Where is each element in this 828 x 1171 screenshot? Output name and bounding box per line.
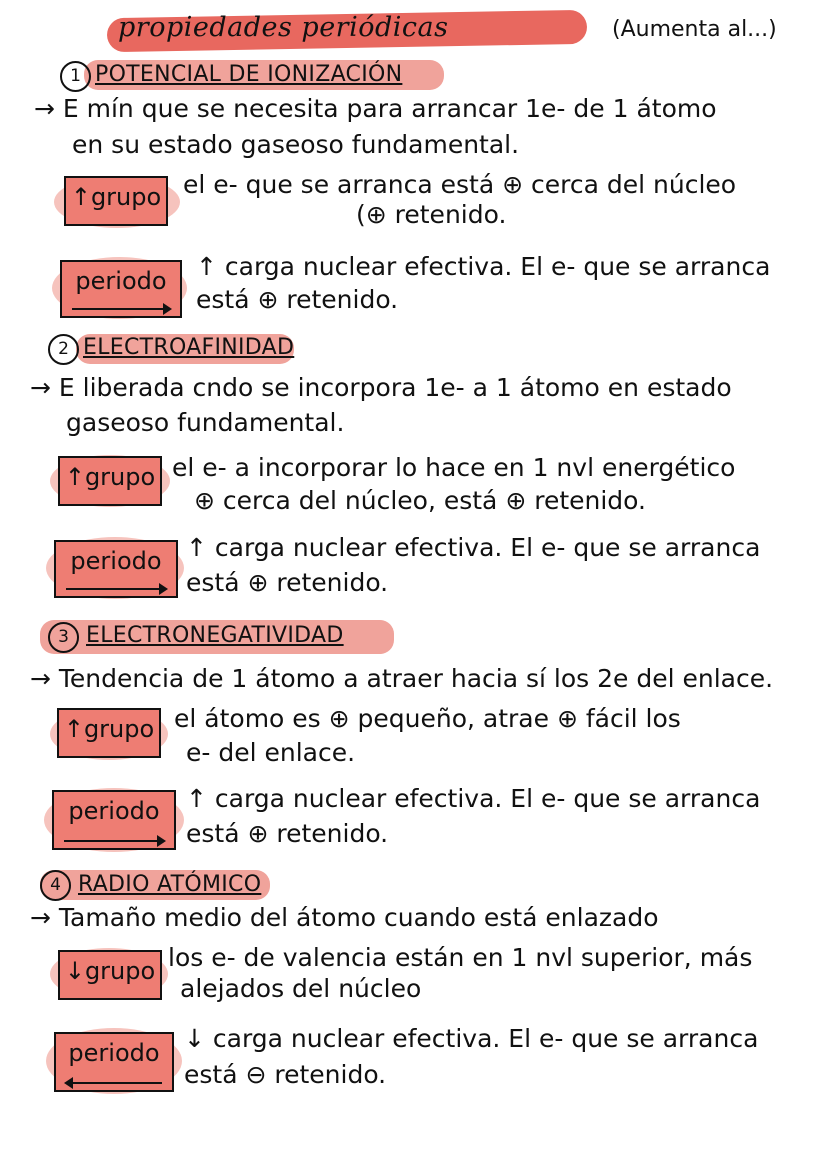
grupo-text-line: los e- de valencia están en 1 nvl superior, más (168, 943, 753, 972)
section-number: 2 (48, 334, 79, 365)
periodo-text-line: está ⊕ retenido. (196, 285, 399, 314)
grupo-label: ↑grupo (70, 183, 162, 211)
section-number: 4 (40, 870, 71, 901)
periodo-text-line: está ⊕ retenido. (186, 819, 389, 848)
page-title: propiedades periódicas (118, 12, 449, 43)
page-subtitle: (Aumenta al...) (612, 17, 777, 42)
periodo-box (54, 540, 178, 598)
definition-line: en su estado gaseoso fundamental. (72, 130, 520, 159)
arrow-right-icon (66, 588, 166, 590)
definition-line: → E liberada cndo se incorpora 1e- a 1 átomo en estado (30, 373, 732, 402)
periodo-box (54, 1032, 174, 1092)
grupo-label: ↑grupo (63, 715, 155, 743)
arrow-right-icon (72, 308, 170, 310)
periodo-label: periodo (70, 547, 162, 575)
periodo-box (52, 790, 176, 850)
definition-line: → E mín que se necesita para arrancar 1e- de 1 átomo (34, 94, 717, 123)
section-heading: ELECTROAFINIDAD (83, 335, 295, 360)
definition-line: → Tendencia de 1 átomo a atraer hacia sí los 2e del enlace. (30, 664, 774, 693)
grupo-box (64, 176, 168, 226)
grupo-text-line: el e- que se arranca está ⊕ cerca del núcleo (183, 170, 737, 199)
arrow-right-icon (64, 840, 164, 842)
arrow-left-icon (66, 1082, 162, 1084)
section-heading: ELECTRONEGATIVIDAD (86, 623, 344, 648)
grupo-text-line: ⊕ cerca del núcleo, está ⊕ retenido. (194, 486, 646, 515)
periodo-label: periodo (68, 797, 160, 825)
periodo-label: periodo (75, 267, 167, 295)
periodo-label: periodo (68, 1039, 160, 1067)
grupo-label: ↑grupo (64, 463, 156, 491)
periodo-text-line: ↑ carga nuclear efectiva. El e- que se arranca (186, 533, 761, 562)
periodo-text-line: está ⊖ retenido. (184, 1060, 387, 1089)
grupo-text-line: alejados del núcleo (180, 974, 422, 1003)
grupo-label: ↓grupo (64, 957, 156, 985)
periodo-text-line: está ⊕ retenido. (186, 568, 389, 597)
grupo-box (58, 950, 162, 1000)
section-number: 3 (48, 622, 79, 653)
definition-line: gaseoso fundamental. (66, 408, 345, 437)
section-heading: POTENCIAL DE IONIZACIÓN (95, 62, 403, 87)
grupo-box (58, 456, 162, 506)
section-number: 1 (60, 61, 91, 92)
periodo-text-line: ↑ carga nuclear efectiva. El e- que se arranca (196, 252, 771, 281)
periodo-box (60, 260, 182, 318)
grupo-text-line: e- del enlace. (186, 738, 356, 767)
section-heading: RADIO ATÓMICO (78, 872, 262, 897)
grupo-text-line: el átomo es ⊕ pequeño, atrae ⊕ fácil los (174, 704, 681, 733)
periodo-text-line: ↑ carga nuclear efectiva. El e- que se arranca (186, 784, 761, 813)
grupo-text-line: el e- a incorporar lo hace en 1 nvl energético (172, 453, 736, 482)
grupo-text-line: (⊕ retenido. (356, 200, 507, 229)
definition-line: → Tamaño medio del átomo cuando está enlazado (30, 903, 659, 932)
periodo-text-line: ↓ carga nuclear efectiva. El e- que se arranca (184, 1024, 759, 1053)
grupo-box (57, 708, 161, 758)
